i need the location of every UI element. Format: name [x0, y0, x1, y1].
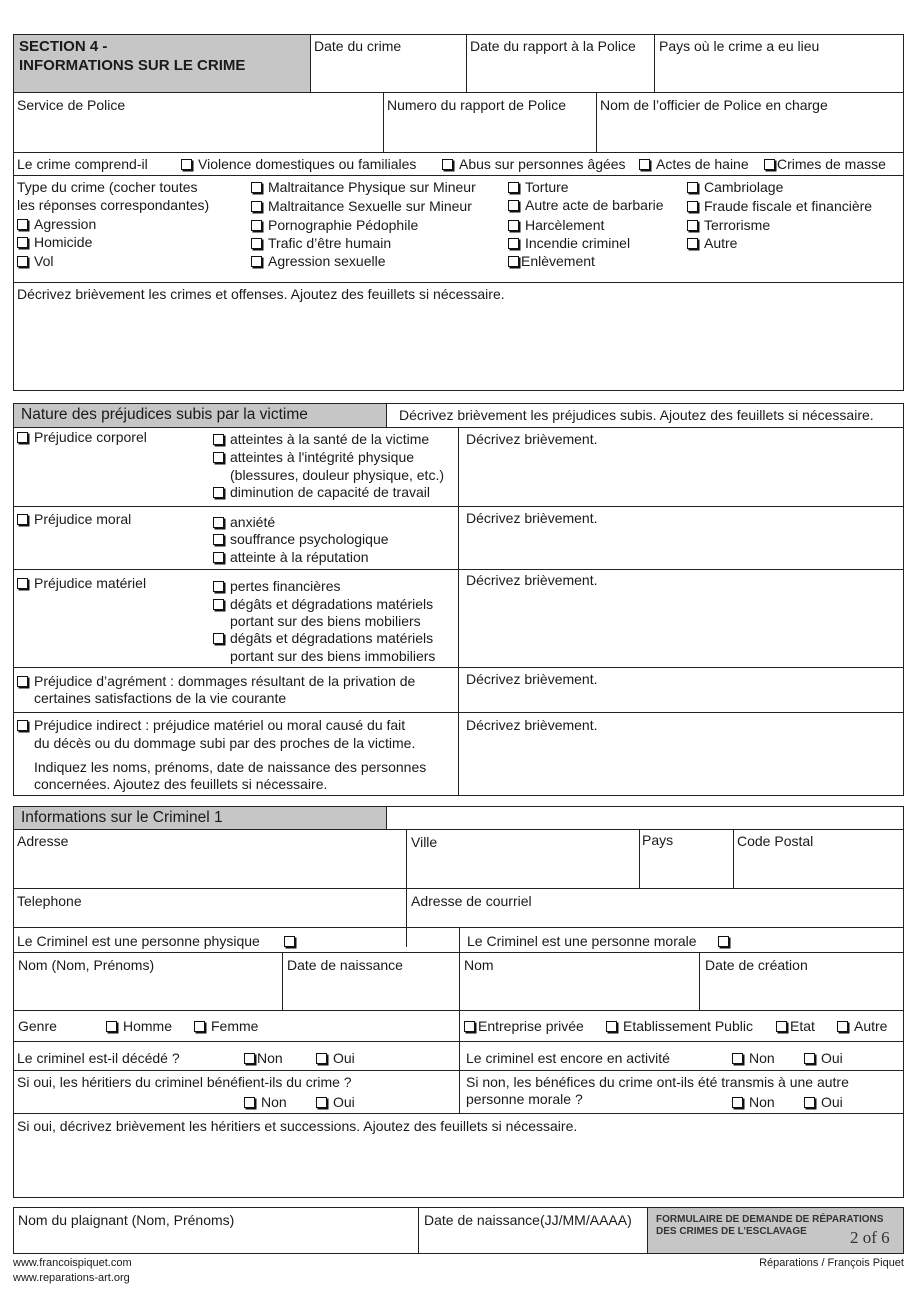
checkbox-icon[interactable]: [213, 581, 224, 592]
materiel-description-field[interactable]: Décrivez brièvement.: [466, 572, 598, 588]
checkbox-icon[interactable]: [732, 1097, 743, 1108]
date-creation-field[interactable]: Date de création: [705, 957, 808, 973]
checkbox-icon[interactable]: [251, 238, 262, 249]
checkbox-agression-sexuelle[interactable]: Agression sexuelle: [251, 253, 386, 270]
personne-morale-label: Le Criminel est une personne morale: [467, 933, 697, 949]
site-link-1[interactable]: www.francoispiquet.com: [13, 1257, 132, 1269]
checkbox-autre-morale[interactable]: Autre: [837, 1018, 887, 1035]
checkbox-icon[interactable]: [442, 159, 453, 170]
checkbox-etat[interactable]: Etat: [776, 1018, 815, 1035]
checkbox-icon[interactable]: [687, 201, 698, 212]
checkbox-maltraitance-sexuelle[interactable]: Maltraitance Sexuelle sur Mineur: [251, 198, 472, 215]
corporel-description-field[interactable]: Décrivez brièvement.: [466, 431, 598, 447]
checkbox-actes-haine[interactable]: Actes de haine: [639, 156, 749, 173]
checkbox-abus-personnes-agees[interactable]: Abus sur personnes âgées: [442, 156, 626, 173]
checkbox-reputation[interactable]: atteinte à la réputation: [213, 549, 369, 566]
checkbox-decede-non[interactable]: Non: [244, 1050, 283, 1067]
checkbox-personne-morale[interactable]: [718, 936, 729, 947]
site-link-2[interactable]: www.reparations-art.org: [13, 1272, 130, 1284]
checkbox-entreprise-privee[interactable]: Entreprise privée: [464, 1018, 584, 1035]
checkbox-icon[interactable]: [251, 220, 262, 231]
checkbox-personne-physique[interactable]: [284, 936, 295, 947]
decede-label: Le criminel est-il décédé ?: [17, 1050, 180, 1066]
officier-field[interactable]: Nom de l’officier de Police en charge: [600, 97, 828, 113]
code-postal-field[interactable]: Code Postal: [737, 833, 814, 849]
checkbox-icon[interactable]: [639, 159, 650, 170]
checkbox-violence-domestique[interactable]: Violence domestiques ou familiales: [181, 156, 416, 173]
checkbox-icon[interactable]: [17, 676, 28, 687]
checkbox-icon[interactable]: [17, 720, 28, 731]
indirect-detail-3: concernées. Ajoutez des feuillets si nécessaire.: [34, 776, 328, 792]
checkbox-crimes-masse[interactable]: Crimes de masse: [764, 156, 886, 173]
nom-plaignant-field[interactable]: Nom du plaignant (Nom, Prénoms): [18, 1212, 235, 1228]
checkbox-fraude[interactable]: Fraude fiscale et financière: [687, 198, 872, 215]
form-title: FORMULAIRE DE DEMANDE DE RÉPARATIONS: [656, 1214, 884, 1225]
checkbox-icon[interactable]: [244, 1053, 255, 1064]
checkbox-activite-non[interactable]: Non: [732, 1050, 775, 1067]
checkbox-terrorisme[interactable]: Terrorisme: [687, 217, 770, 234]
checkbox-icon[interactable]: [106, 1021, 117, 1032]
checkbox-icon[interactable]: [213, 534, 224, 545]
checkbox-homme[interactable]: Homme: [106, 1018, 172, 1035]
checkbox-etablissement-public[interactable]: Etablissement Public: [606, 1018, 753, 1035]
checkbox-icon[interactable]: [687, 238, 698, 249]
checkbox-icon[interactable]: [732, 1053, 743, 1064]
benefices-question: Si non, les bénéfices du crime ont-ils été transmis à une autre: [466, 1074, 849, 1090]
checkbox-harcelement[interactable]: Harcèlement: [508, 217, 604, 234]
adresse-field[interactable]: Adresse: [17, 833, 69, 849]
personne-physique-label: Le Criminel est une personne physique: [17, 933, 260, 949]
checkbox-icon[interactable]: [508, 200, 519, 211]
checkbox-icon[interactable]: [213, 633, 224, 644]
checkbox-icon[interactable]: [508, 220, 519, 231]
checkbox-icon[interactable]: [17, 237, 28, 248]
date-rapport-field[interactable]: Date du rapport à la Police: [470, 38, 636, 54]
checkbox-icon[interactable]: [251, 182, 262, 193]
form-title-2: DES CRIMES DE L’ESCLAVAGE: [656, 1226, 807, 1237]
indirect-detail-2: Indiquez les noms, prénoms, date de naissance des personnes: [34, 759, 427, 775]
checkbox-icon[interactable]: [213, 452, 224, 463]
courriel-field[interactable]: Adresse de courriel: [411, 893, 532, 909]
checkbox-biens-mobiliers[interactable]: dégâts et dégradations matériels: [213, 596, 433, 613]
heritiers-description-label: Si oui, décrivez brièvement les héritiers et successions. Ajoutez des feuillets si nécessaire.: [17, 1118, 578, 1134]
checkbox-agression[interactable]: Agression: [17, 216, 96, 233]
checkbox-prejudice-agrement[interactable]: Préjudice d’agrément : dommages résultant de la privation de: [17, 673, 415, 690]
credit-text: Réparations / François Piquet: [759, 1257, 904, 1269]
checkbox-vol[interactable]: Vol: [17, 253, 53, 270]
moral-description-field[interactable]: Décrivez brièvement.: [466, 510, 598, 526]
checkbox-heritiers-oui[interactable]: Oui: [316, 1094, 355, 1111]
checkbox-benefices-oui[interactable]: Oui: [804, 1094, 843, 1111]
checkbox-icon[interactable]: [508, 256, 519, 267]
date-naissance-plaignant-field[interactable]: Date de naissance(JJ/MM/AAAA): [424, 1212, 632, 1228]
checkbox-icon[interactable]: [316, 1097, 327, 1108]
page-number: 2 of 6: [850, 1228, 890, 1247]
prejudices-header-right: Décrivez brièvement les préjudices subis. Ajoutez des feuillets si nécessaire.: [399, 407, 874, 423]
checkbox-icon[interactable]: [251, 256, 262, 267]
checkbox-icon[interactable]: [17, 219, 28, 230]
pays-field[interactable]: Pays: [642, 832, 674, 848]
checkbox-integrite-physique[interactable]: atteintes à l'intégrité physique: [213, 449, 414, 466]
checkbox-prejudice-corporel[interactable]: Préjudice corporel: [17, 429, 147, 446]
activite-label: Le criminel est encore en activité: [466, 1050, 670, 1066]
heritiers-question: Si oui, les héritiers du criminel bénéfient-ils du crime ?: [17, 1074, 352, 1090]
checkbox-icon[interactable]: [837, 1021, 848, 1032]
indirect-description-field[interactable]: Décrivez brièvement.: [466, 717, 598, 733]
checkbox-sante-victime[interactable]: atteintes à la santé de la victime: [213, 431, 429, 448]
checkbox-icon[interactable]: [687, 220, 698, 231]
checkbox-autre-crime[interactable]: Autre: [687, 235, 737, 252]
checkbox-heritiers-non[interactable]: Non: [244, 1094, 287, 1111]
nom-morale-field[interactable]: Nom: [464, 957, 494, 973]
section-subtitle: INFORMATIONS SUR LE CRIME: [19, 57, 246, 74]
agrement-description-field[interactable]: Décrivez brièvement.: [466, 671, 598, 687]
checkbox-icon[interactable]: [776, 1021, 787, 1032]
checkbox-anxiete[interactable]: anxiété: [213, 514, 275, 531]
checkbox-icon[interactable]: [316, 1053, 327, 1064]
checkbox-prejudice-materiel[interactable]: Préjudice matériel: [17, 575, 146, 592]
agrement-detail: certaines satisfactions de la vie courante: [34, 690, 287, 706]
checkbox-icon[interactable]: [213, 599, 224, 610]
checkbox-icon[interactable]: [17, 514, 28, 525]
checkbox-icon[interactable]: [251, 201, 262, 212]
checkbox-pornographie[interactable]: Pornographie Pédophile: [251, 217, 418, 234]
checkbox-icon[interactable]: [213, 434, 224, 445]
checkbox-incendie[interactable]: Incendie criminel: [508, 235, 630, 252]
ville-field[interactable]: Ville: [411, 834, 438, 850]
checkbox-souffrance[interactable]: souffrance psychologique: [213, 531, 389, 548]
integrite-physique-detail: (blessures, douleur physique, etc.): [230, 467, 444, 483]
checkbox-decede-oui[interactable]: Oui: [316, 1050, 355, 1067]
benefices-question-2: personne morale ?: [466, 1091, 583, 1107]
checkbox-icon[interactable]: [606, 1021, 617, 1032]
checkbox-maltraitance-physique[interactable]: Maltraitance Physique sur Mineur: [251, 179, 476, 196]
service-police-field[interactable]: Service de Police: [17, 97, 126, 113]
checkbox-icon[interactable]: [804, 1053, 815, 1064]
checkbox-icon[interactable]: [244, 1097, 255, 1108]
genre-label: Genre: [18, 1018, 57, 1034]
checkbox-icon[interactable]: [464, 1021, 475, 1032]
checkbox-icon[interactable]: [181, 159, 192, 170]
checkbox-icon[interactable]: [508, 238, 519, 249]
type-crime-label: Type du crime (cocher toutes: [17, 179, 198, 195]
checkbox-prejudice-indirect[interactable]: Préjudice indirect : préjudice matériel ou moral causé du fait: [17, 717, 405, 734]
checkbox-icon[interactable]: [17, 432, 28, 443]
checkbox-icon[interactable]: [213, 552, 224, 563]
checkbox-icon[interactable]: [804, 1097, 815, 1108]
numero-rapport-field[interactable]: Numero du rapport de Police: [387, 97, 566, 113]
checkbox-icon[interactable]: [213, 487, 224, 498]
checkbox-homicide[interactable]: Homicide: [17, 234, 92, 251]
checkbox-capacite-travail[interactable]: diminution de capacité de travail: [213, 484, 430, 501]
telephone-field[interactable]: Telephone: [17, 893, 82, 909]
checkbox-pertes-financieres[interactable]: pertes financières: [213, 578, 341, 595]
checkbox-icon[interactable]: [17, 578, 28, 589]
crime-comprend-label: Le crime comprend-il: [17, 156, 148, 172]
crimes-description-label: Décrivez brièvement les crimes et offenses. Ajoutez des feuillets si nécessaire.: [17, 286, 505, 302]
checkbox-biens-immobiliers[interactable]: dégâts et dégradations matériels: [213, 630, 433, 647]
prejudices-title: Nature des préjudices subis par la victime: [21, 406, 308, 423]
criminel-title: Informations sur le Criminel 1: [21, 809, 223, 826]
checkbox-icon[interactable]: [764, 159, 775, 170]
nom-prenoms-field[interactable]: Nom (Nom, Prénoms): [18, 957, 155, 973]
checkbox-enlevement[interactable]: Enlèvement: [508, 253, 595, 270]
biens-immobiliers-detail: portant sur des biens immobiliers: [230, 648, 436, 664]
checkbox-icon[interactable]: [687, 182, 698, 193]
section-title: SECTION 4 -: [19, 38, 108, 55]
checkbox-activite-oui[interactable]: Oui: [804, 1050, 843, 1067]
biens-mobiliers-detail: portant sur des biens mobiliers: [230, 613, 421, 629]
pays-crime-field[interactable]: Pays où le crime a eu lieu: [659, 38, 820, 54]
checkbox-femme[interactable]: Femme: [194, 1018, 258, 1035]
checkbox-cambriolage[interactable]: Cambriolage: [687, 179, 783, 196]
date-naissance-criminel-field[interactable]: Date de naissance: [287, 957, 403, 973]
checkbox-autre-barbarie[interactable]: Autre acte de barbarie: [508, 197, 664, 214]
checkbox-prejudice-moral[interactable]: Préjudice moral: [17, 511, 131, 528]
type-crime-label-2: les réponses correspondantes): [17, 197, 210, 213]
checkbox-trafic[interactable]: Trafic d’être humain: [251, 235, 391, 252]
checkbox-icon[interactable]: [194, 1021, 205, 1032]
date-crime-field[interactable]: Date du crime: [314, 38, 402, 54]
checkbox-icon[interactable]: [213, 517, 224, 528]
checkbox-benefices-non[interactable]: Non: [732, 1094, 775, 1111]
checkbox-icon[interactable]: [508, 182, 519, 193]
indirect-detail-1: du décès ou du dommage subi par des proches de la victime.: [34, 735, 416, 751]
checkbox-torture[interactable]: Torture: [508, 179, 569, 196]
checkbox-icon[interactable]: [17, 256, 28, 267]
